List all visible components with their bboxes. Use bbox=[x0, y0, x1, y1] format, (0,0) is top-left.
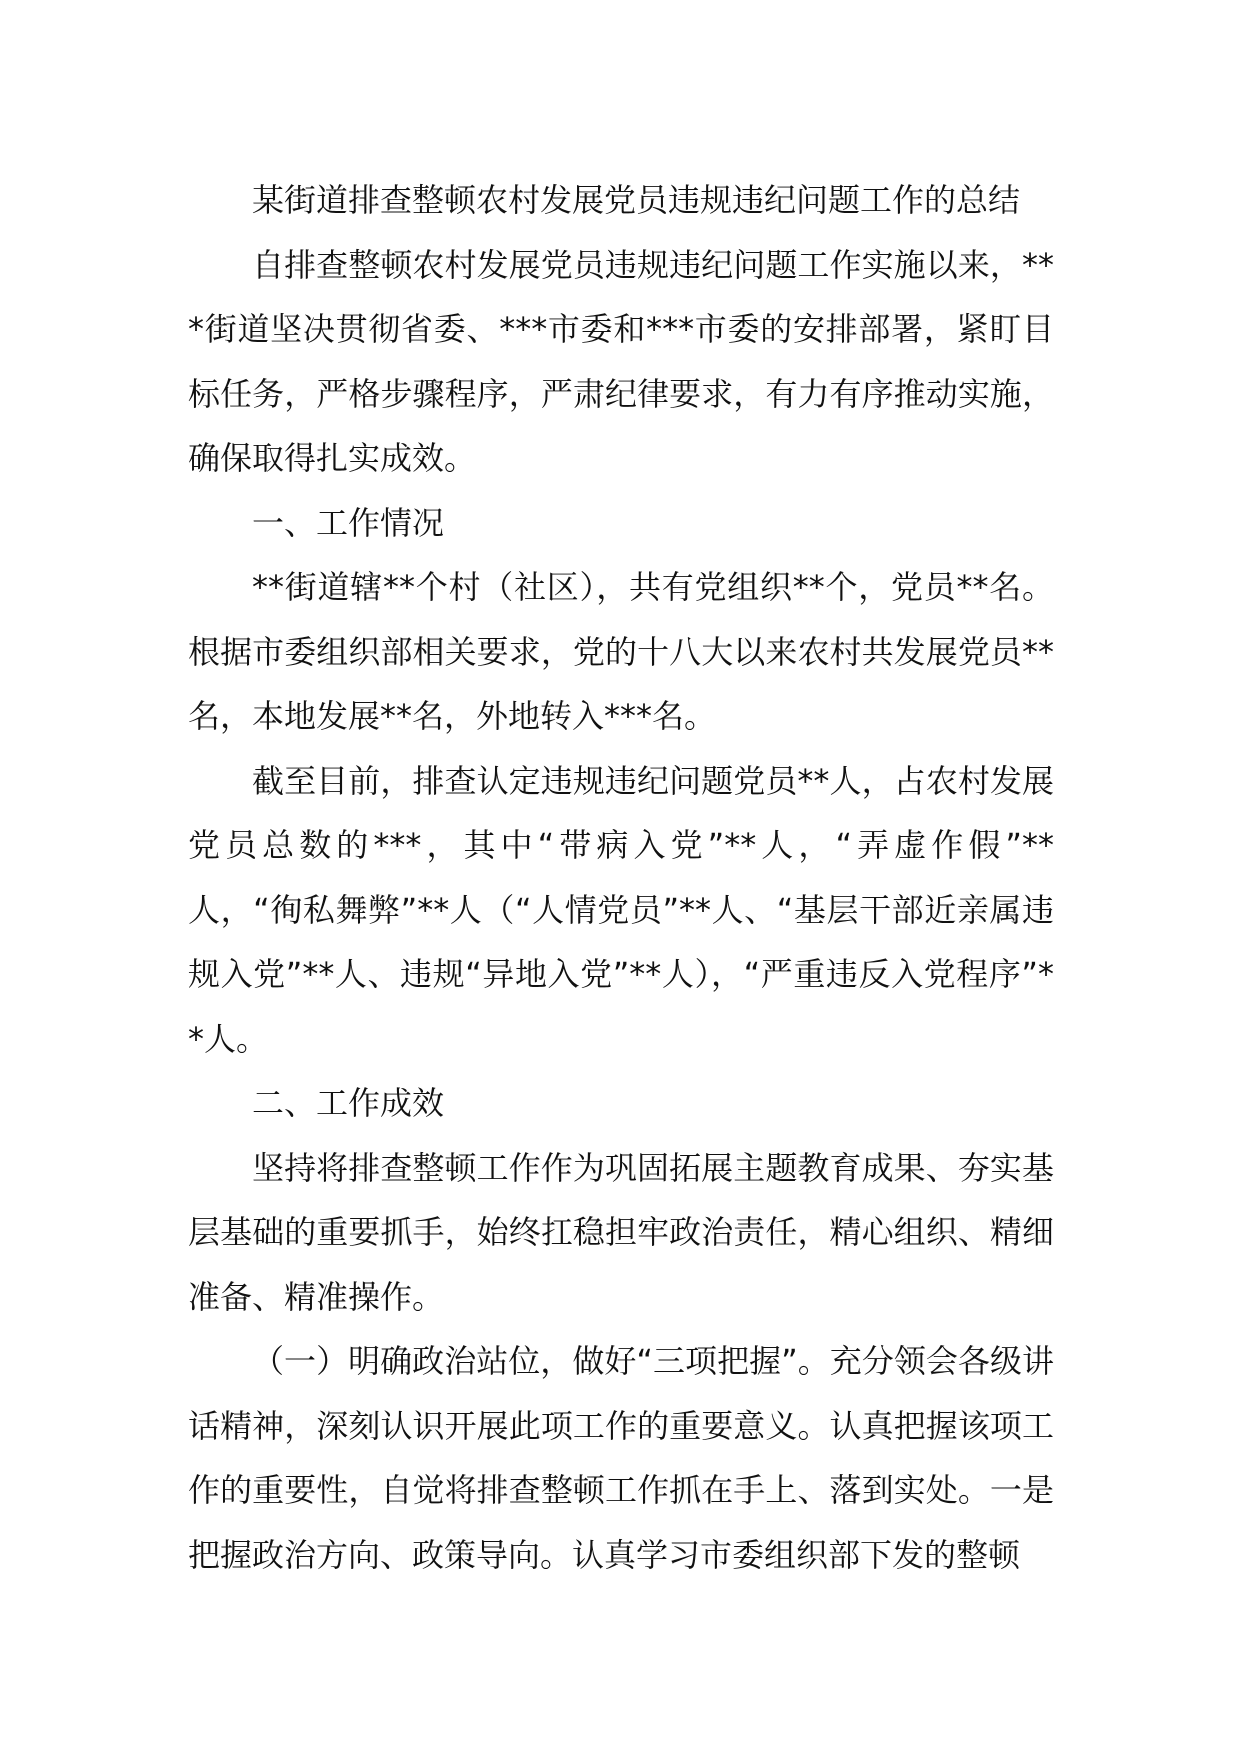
paragraph-findings: 截至目前，排查认定违规违纪问题党员**人，占农村发展党员总数的***，其中“带病入党”**人，“弄虚作假”**人，“徇私舞弊”**人（“人情党员”**人、“基层干部近亲属违规入党”**人、违规“异地入党”**人），“严重违反入党程序”**人。 bbox=[188, 761, 1054, 1058]
document-body bbox=[188, 168, 1054, 1587]
paragraph-results-intro: 坚持将排查整顿工作作为巩固拓展主题教育成果、夯实基层基础的重要抓手，始终扛稳担牢政治责任，精心组织、精细准备、精准操作。 bbox=[188, 1148, 1054, 1316]
section-heading-work-status: 一、工作情况 bbox=[252, 503, 445, 542]
section-heading-results: 二、工作成效 bbox=[252, 1084, 445, 1122]
document-title: 某街道排查整顿农村发展党员违规违纪问题工作的总结 bbox=[252, 181, 1021, 219]
paragraph-intro: 自排查整顿农村发展党员违规违纪问题工作实施以来，***街道坚决贯彻省委、***市委和***市委的安排部署，紧盯目标任务，严格步骤程序，严肃纪律要求，有力有序推动实施，确保取得扎实成效。 bbox=[188, 245, 1054, 477]
paragraph-subsection-one: （一）明确政治站位，做好“三项把握”。充分领会各级讲话精神，深刻认识开展此项工作的重要意义。认真把握该项工作的重要性，自觉将排查整顿工作抓在手上、落到实处。一是把握政治方向、政策导向。认真学习市委组织部下发的整顿 bbox=[188, 1342, 1054, 1574]
paragraph-overview: **街道辖**个村（社区），共有党组织**个，党员**名。根据市委组织部相关要求，党的十八大以来农村共发展党员**名，本地发展**名，外地转入***名。 bbox=[188, 568, 1054, 735]
